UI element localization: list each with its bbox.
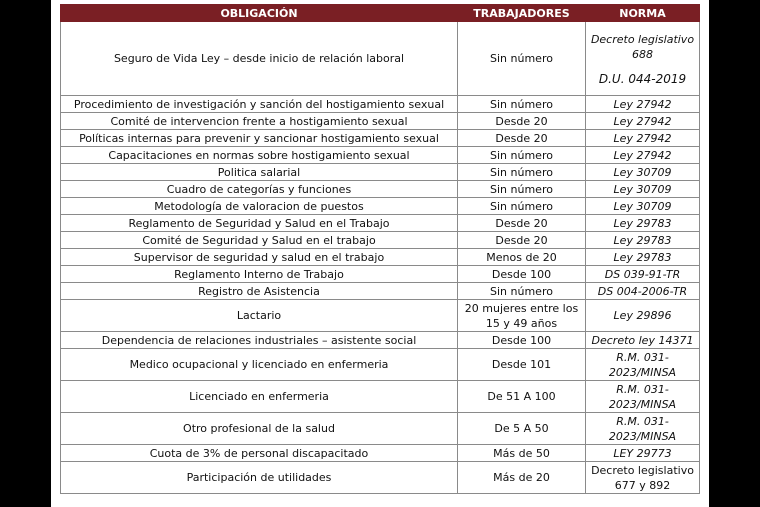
obligacion-cell: Lactario: [61, 300, 458, 332]
table-row: [61, 181, 700, 198]
obligacion-cell: Medico ocupacional y licenciado en enfermeria: [61, 349, 458, 381]
obligacion-cell: Capacitaciones en normas sobre hostigamiento sexual: [61, 147, 458, 164]
trabajadores-cell: Desde 100: [458, 266, 586, 283]
norma-cell: Ley 27942: [586, 96, 700, 113]
trabajadores-cell: Más de 20: [458, 462, 586, 494]
table-row: [61, 147, 700, 164]
table-row: [61, 232, 700, 249]
trabajadores-cell: Sin número: [458, 283, 586, 300]
obligacion-cell: Seguro de Vida Ley – desde inicio de relación laboral: [61, 22, 458, 96]
trabajadores-cell: Desde 20: [458, 232, 586, 249]
obligacion-cell: Metodología de valoracion de puestos: [61, 198, 458, 215]
obligacion-cell: Cuota de 3% de personal discapacitado: [61, 445, 458, 462]
obligacion-cell: Otro profesional de la salud: [61, 413, 458, 445]
table-row: [61, 113, 700, 130]
table-row: [61, 462, 700, 494]
table-row: [61, 249, 700, 266]
obligacion-cell: Comité de intervencion frente a hostigamiento sexual: [61, 113, 458, 130]
trabajadores-cell: Desde 20: [458, 215, 586, 232]
header-obligacion: OBLIGACIÓN: [61, 5, 458, 22]
trabajadores-cell: De 5 A 50: [458, 413, 586, 445]
trabajadores-cell: Sin número: [458, 22, 586, 96]
trabajadores-cell: Más de 50: [458, 445, 586, 462]
norma-cell: Ley 29783: [586, 232, 700, 249]
norma-cell: Ley 29896: [586, 300, 700, 332]
table-row: [61, 96, 700, 113]
norma-cell: Ley 30709: [586, 181, 700, 198]
table-row: [61, 413, 700, 445]
document-page: [51, 0, 709, 507]
trabajadores-cell: Sin número: [458, 164, 586, 181]
table-row: [61, 381, 700, 413]
obligacion-cell: Participación de utilidades: [61, 462, 458, 494]
trabajadores-cell: Sin número: [458, 96, 586, 113]
trabajadores-cell: De 51 A 100: [458, 381, 586, 413]
trabajadores-cell: Sin número: [458, 198, 586, 215]
obligacion-cell: Reglamento Interno de Trabajo: [61, 266, 458, 283]
trabajadores-cell: Desde 20: [458, 113, 586, 130]
obligacion-cell: Registro de Asistencia: [61, 283, 458, 300]
header-trabajadores: TRABAJADORES: [458, 5, 586, 22]
trabajadores-cell: Desde 100: [458, 332, 586, 349]
norma-cell: Ley 27942: [586, 147, 700, 164]
obligations-table: [60, 4, 700, 494]
table-row: [61, 22, 700, 96]
obligacion-cell: Licenciado en enfermeria: [61, 381, 458, 413]
norma-cell: Ley 27942: [586, 113, 700, 130]
norma-cell: Ley 30709: [586, 198, 700, 215]
norma-cell: DS 039-91-TR: [586, 266, 700, 283]
norma-cell: Ley 29783: [586, 215, 700, 232]
norma-cell: R.M. 031-2023/MINSA: [586, 381, 700, 413]
obligacion-cell: Reglamento de Seguridad y Salud en el Trabajo: [61, 215, 458, 232]
header-norma: NORMA: [586, 5, 700, 22]
table-row: [61, 300, 700, 332]
norma-line-1: Decreto legislativo 688: [590, 33, 695, 61]
obligacion-cell: Comité de Seguridad y Salud en el trabajo: [61, 232, 458, 249]
table-header-row: [61, 5, 700, 22]
norma-cell: Decreto legislativo 677 y 892: [586, 462, 700, 494]
obligacion-cell: Políticas internas para prevenir y sancionar hostigamiento sexual: [61, 130, 458, 147]
table-row: [61, 198, 700, 215]
obligacion-cell: Politica salarial: [61, 164, 458, 181]
trabajadores-cell: Desde 101: [458, 349, 586, 381]
norma-cell: Ley 29783: [586, 249, 700, 266]
norma-cell: LEY 29773: [586, 445, 700, 462]
table-row: [61, 215, 700, 232]
obligacion-cell: Dependencia de relaciones industriales – asistente social: [61, 332, 458, 349]
trabajadores-cell: Desde 20: [458, 130, 586, 147]
trabajadores-cell: Sin número: [458, 181, 586, 198]
norma-cell: Decreto ley 14371: [586, 332, 700, 349]
norma-cell: Ley 30709: [586, 164, 700, 181]
table-row: [61, 130, 700, 147]
table-row: [61, 283, 700, 300]
obligacion-cell: Procedimiento de investigación y sanción del hostigamiento sexual: [61, 96, 458, 113]
trabajadores-cell: Menos de 20: [458, 249, 586, 266]
trabajadores-cell: Sin número: [458, 147, 586, 164]
trabajadores-cell: 20 mujeres entre los 15 y 49 años: [458, 300, 586, 332]
norma-line-2: D.U. 044-2019: [598, 72, 687, 86]
table-row: [61, 332, 700, 349]
obligacion-cell: Supervisor de seguridad y salud en el trabajo: [61, 249, 458, 266]
table-row: [61, 266, 700, 283]
norma-cell: R.M. 031-2023/MINSA: [586, 349, 700, 381]
table-row: [61, 164, 700, 181]
norma-cell: DS 004-2006-TR: [586, 283, 700, 300]
obligacion-cell: Cuadro de categorías y funciones: [61, 181, 458, 198]
norma-cell: [586, 22, 700, 96]
table-row: [61, 349, 700, 381]
norma-cell: R.M. 031-2023/MINSA: [586, 413, 700, 445]
norma-cell: Ley 27942: [586, 130, 700, 147]
table-row: [61, 445, 700, 462]
